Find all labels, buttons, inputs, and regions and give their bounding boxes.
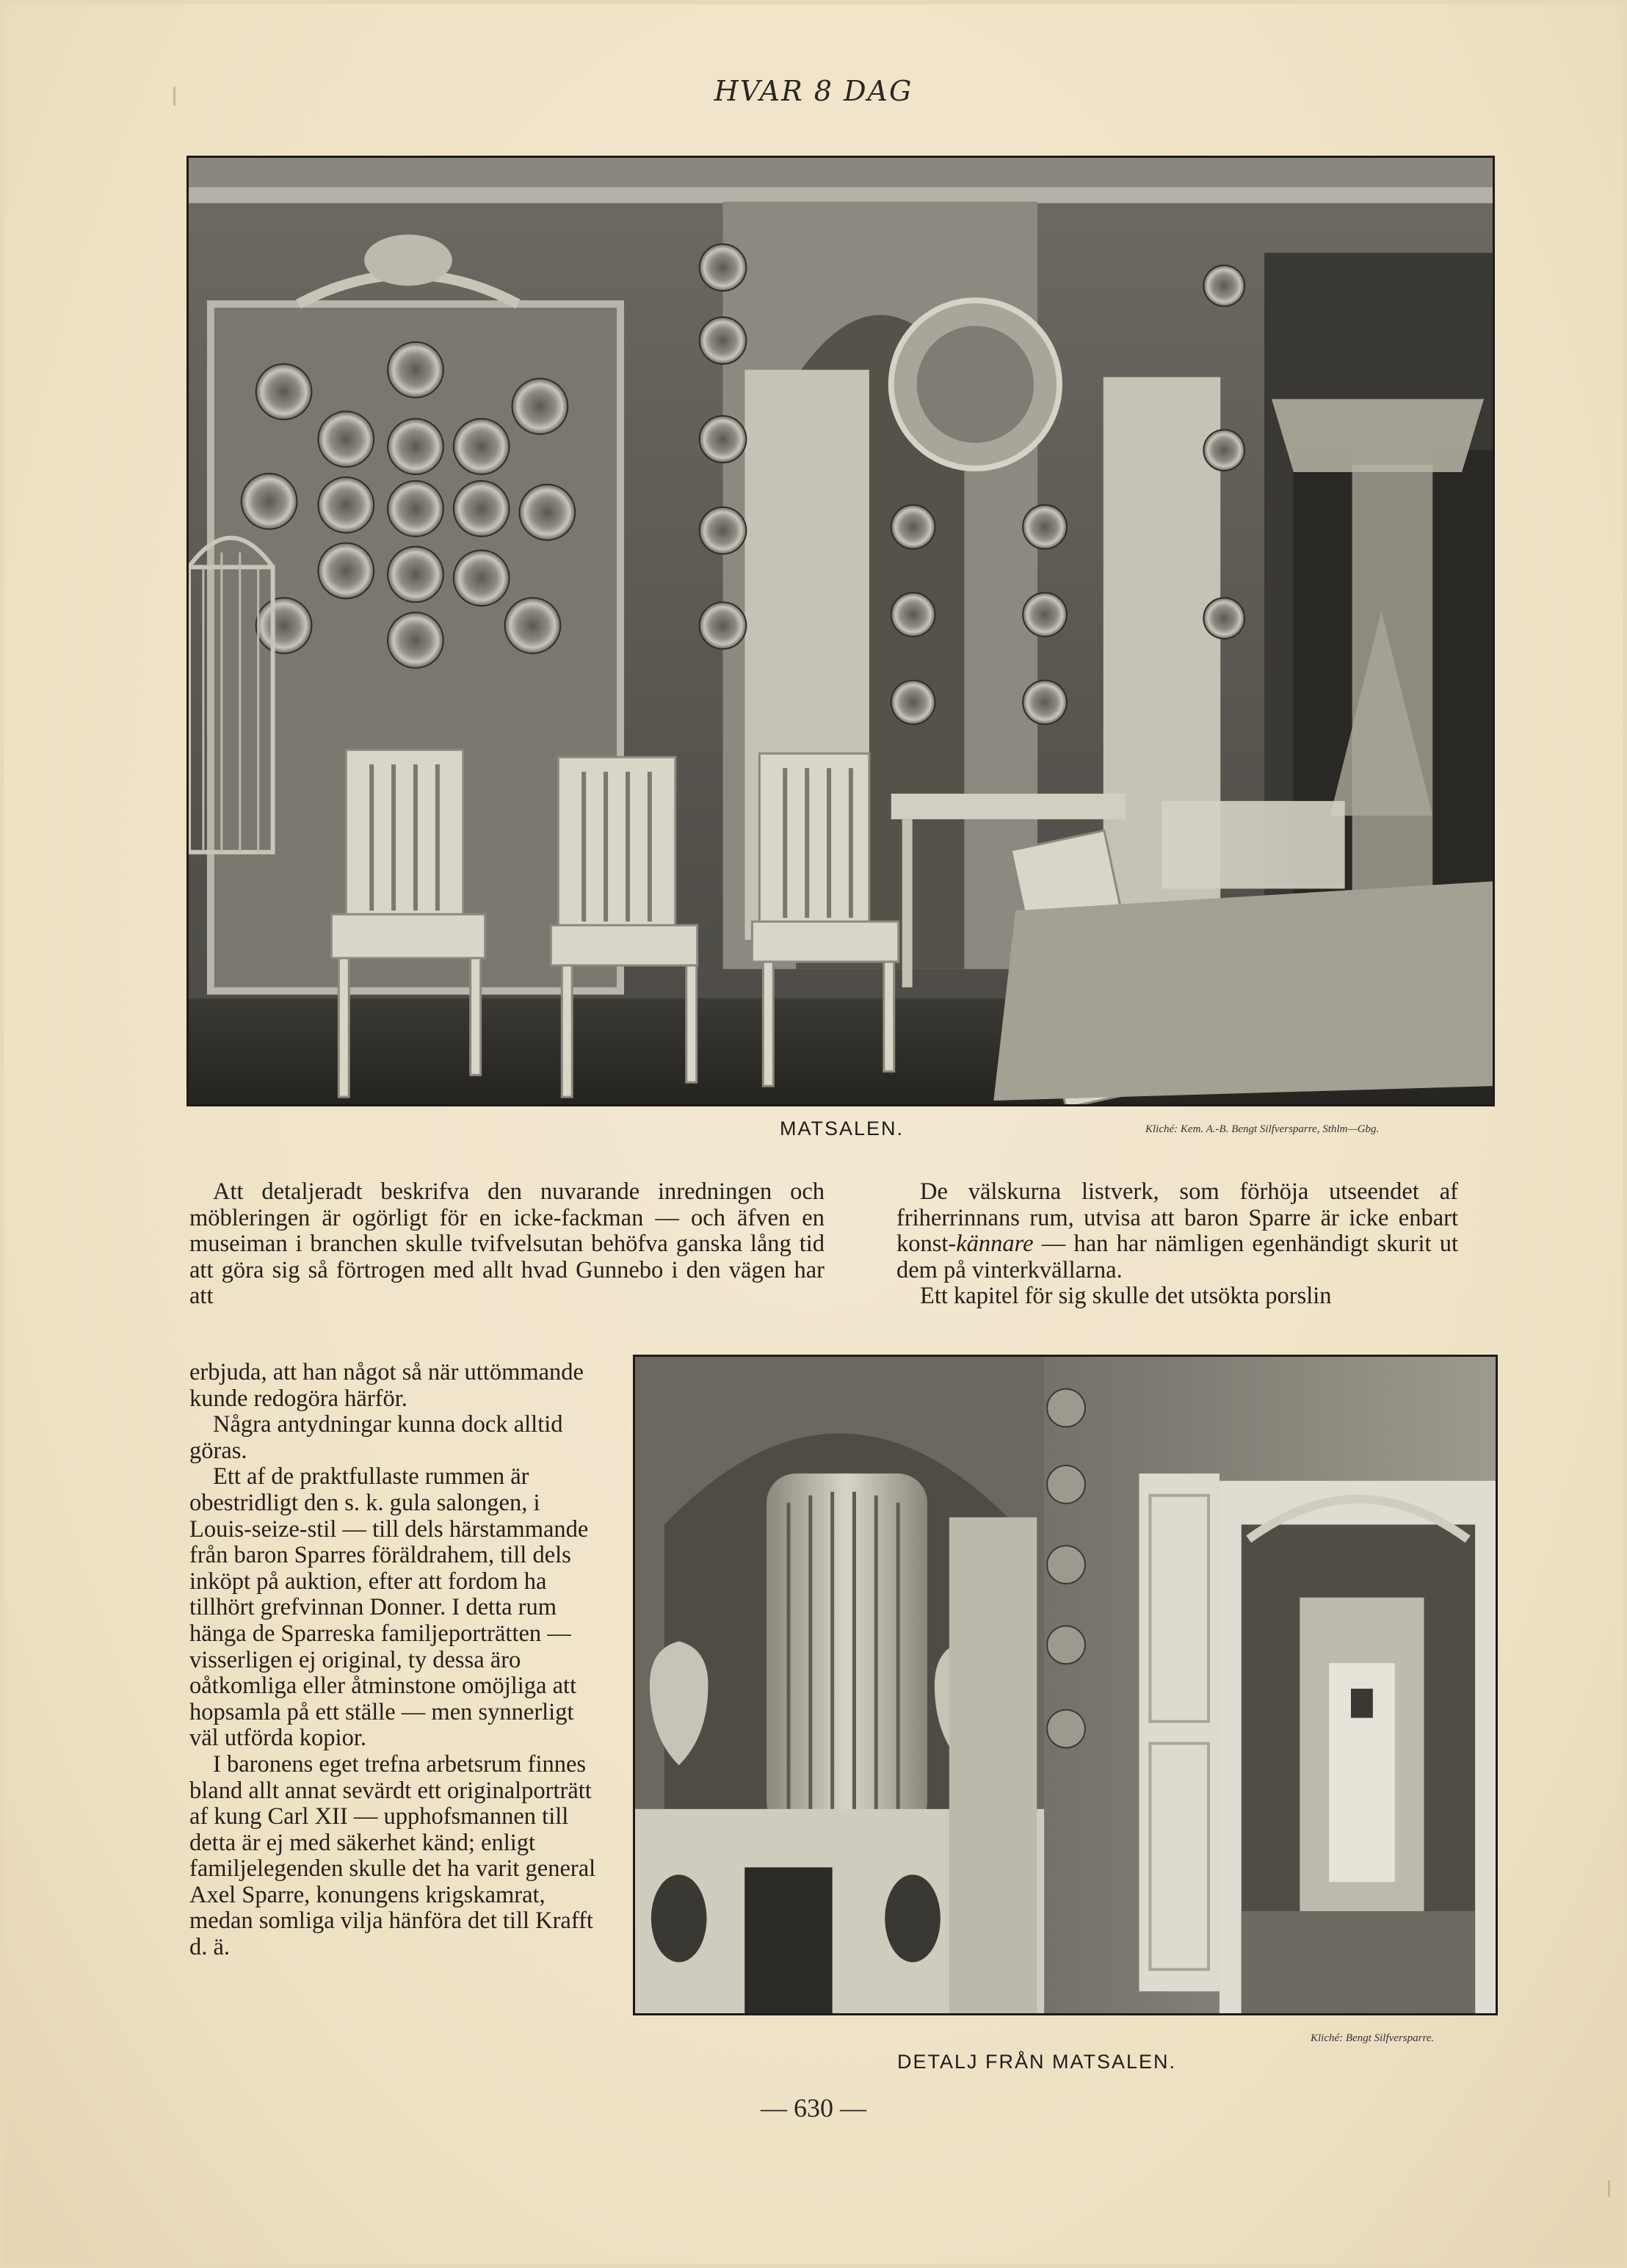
photo-detalj-illustration bbox=[635, 1357, 1496, 2013]
credit-matsalen: Kliché: Kem. A.-B. Bengt Silfversparre, Sthlm—Gbg. bbox=[1145, 1123, 1380, 1135]
photo-detalj bbox=[633, 1355, 1498, 2015]
paragraph-intro-continued: erbjuda, att han något så när uttömmande kunde redogöra härför. bbox=[189, 1359, 584, 1412]
caption-detalj: DETALJ FRÅN MATSALEN. bbox=[897, 2051, 1177, 2073]
text-left-wrap bbox=[189, 1360, 601, 1961]
running-header: HVAR 8 DAG bbox=[714, 75, 913, 107]
caption-matsalen: MATSALEN. bbox=[780, 1117, 905, 1140]
paper-mark bbox=[173, 87, 175, 106]
text-right bbox=[896, 1179, 1458, 1310]
text-left-top bbox=[189, 1179, 825, 1310]
photo-matsalen bbox=[186, 156, 1495, 1106]
paragraph-porslin: Ett kapitel för sig skulle det utsökta porslin bbox=[920, 1283, 1332, 1310]
paragraph-arbetsrum: I baronens eget trefna arbetsrum finnes bland allt annat sevärdt ett originalporträtt af kung Carl XII — upphofsmannen till detta är ej med säkerhet känd; enligt familjelegenden skulle det ha varit general Axel Sparre, konungens krigskamrat, medan somliga vilja hänföra det till Krafft d. ä. bbox=[189, 1750, 596, 1961]
paper-mark bbox=[1608, 2181, 1610, 2197]
credit-detalj: Kliché: Bengt Silfversparre. bbox=[1311, 2032, 1435, 2044]
paragraph-antydningar: Några antydningar kunna dock alltid göras. bbox=[189, 1411, 563, 1464]
listverk-emphasis: kännare bbox=[956, 1231, 1034, 1258]
paragraph-gula-salongen: Ett af de praktfullaste rummen är obestridligt den s. k. gula salongen, i Louis-seize-stil — till dels härstammande från baron Sparres föräldrahem, till dels inköpt på auktion, efter att fordom ha tillhört grefvinnan Donner. I detta rum hänga de Sparreska familjeporträtten — visserligen ej original, ty dessa äro oåtkomliga eller åtminstone omöjliga att hopsamla på ett ställe — men synnerligt väl utförda kopior. bbox=[189, 1463, 589, 1752]
paragraph-listverk bbox=[896, 1179, 1458, 1283]
photo-matsalen-illustration bbox=[189, 158, 1493, 1104]
page-number: — 630 — bbox=[761, 2093, 866, 2123]
listverk-text-a: De välskurna listverk, som förhöja utseendet af friherrinnans rum, utvisa att baron Sparre är icke enbart konst- bbox=[896, 1178, 1458, 1258]
paragraph-intro: Att detaljeradt beskrifva den nuvarande inredningen och möbleringen är ogörligt för en icke-fackman — och äfven en museiman i branchen skulle tvifvelsutan behöfva ganska lång tid att göra sig så förtrogen med allt hvad Gunnebo i den vägen har att bbox=[189, 1178, 825, 1310]
listverk-text-b: — han har nämligen egenhändigt skurit ut dem på vinterkvällarna. bbox=[896, 1231, 1458, 1283]
